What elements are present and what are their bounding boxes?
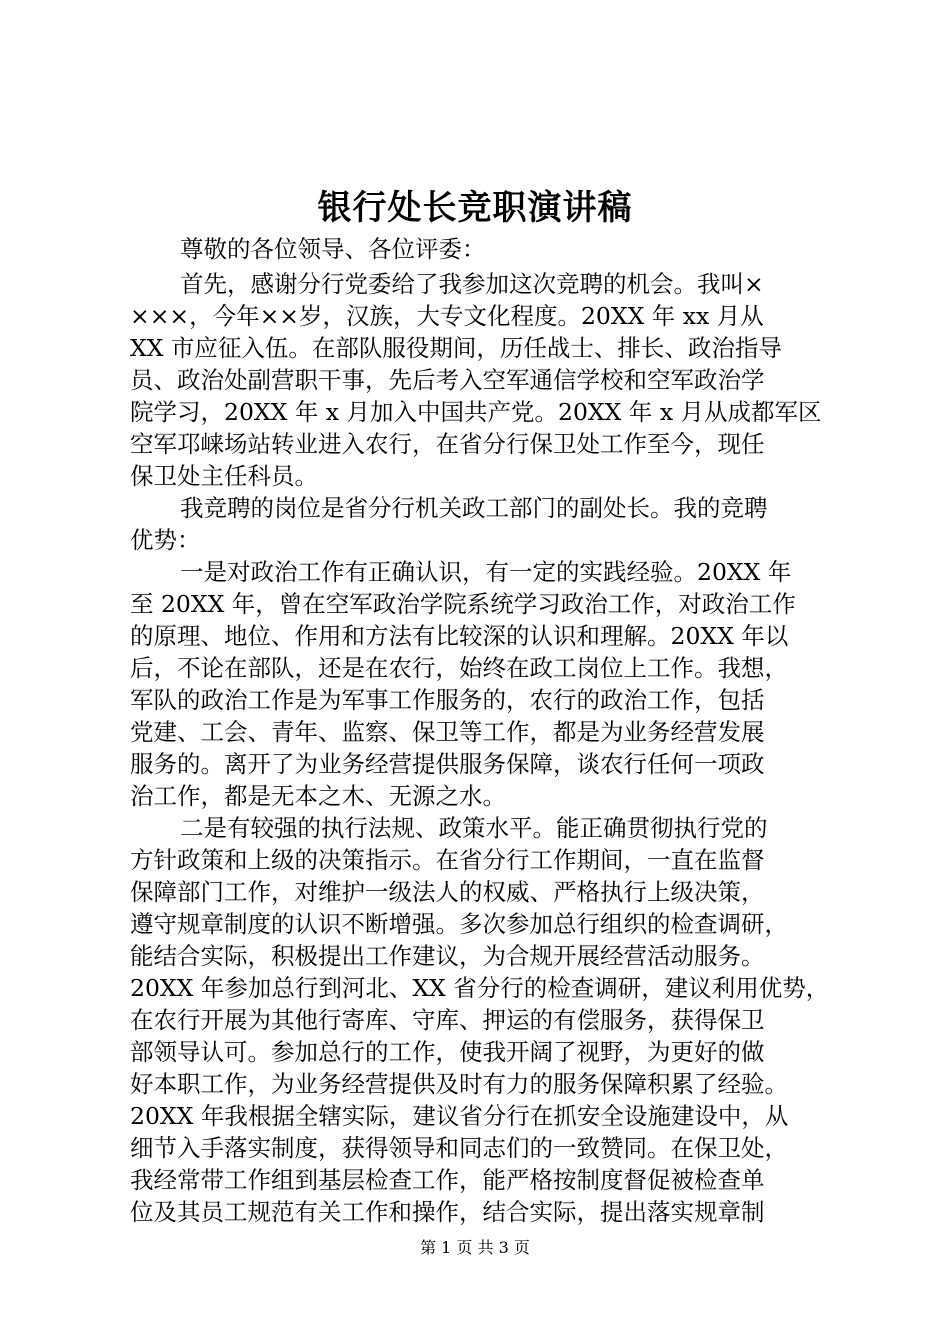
- page-footer: 第 1 页 共 3 页: [420, 1238, 530, 1257]
- text-line: ×××，今年××岁，汉族，大专文化程度。20XX 年 xx 月从: [130, 302, 764, 330]
- text-line: 在农行开展为其他行寄库、守库、押运的有偿服务，获得保卫: [130, 1006, 765, 1034]
- text-line: XX 市应征入伍。在部队服役期间，历任战士、排长、政治指导: [130, 334, 782, 362]
- text-line: 空军邛崃场站转业进入农行，在省分行保卫处工作至今，现任: [130, 430, 765, 458]
- text-line: 院学习，20XX 年 x 月加入中国共产党。20XX 年 x 月从成都军区: [130, 398, 822, 426]
- text-line: 后，不论在部队，还是在农行，始终在政工岗位上工作。我想，: [130, 654, 788, 682]
- text-line: 至 20XX 年，曾在空军政治学院系统学习政治工作，对政治工作: [130, 590, 796, 618]
- text-line: 部领导认可。参加总行的工作，使我开阔了视野，为更好的做: [130, 1038, 765, 1066]
- text-line: 员、政治处副营职干事，先后考入空军通信学校和空军政治学: [130, 366, 765, 394]
- text-line: 保卫处主任科员。: [130, 462, 318, 490]
- text-line: 20XX 年参加总行到河北、XX 省分行的检查调研，建议利用优势，: [130, 974, 830, 1002]
- text-line: 能结合实际，积极提出工作建议，为合规开展经营活动服务。: [130, 942, 765, 970]
- text-line: 保障部门工作，对维护一级法人的权威、严格执行上级决策，: [130, 878, 765, 906]
- text-line: 的原理、地位、作用和方法有比较深的认识和理解。20XX 年以: [130, 622, 789, 650]
- text-line: 优势：: [130, 526, 201, 554]
- text-line: 细节入手落实制度，获得领导和同志们的一致赞同。在保卫处，: [130, 1134, 788, 1162]
- text-line: 尊敬的各位领导、各位评委：: [180, 235, 486, 263]
- text-line: 20XX 年我根据全辖实际，建议省分行在抓安全设施建设中，从: [130, 1102, 789, 1130]
- text-line: 一是对政治工作有正确认识，有一定的实践经验。20XX 年: [180, 558, 792, 586]
- text-line: 军队的政治工作是为军事工作服务的，农行的政治工作，包括: [130, 686, 765, 714]
- text-line: 党建、工会、青年、监察、保卫等工作，都是为业务经营发展: [130, 718, 765, 746]
- text-line: 我竞聘的岗位是省分行机关政工部门的副处长。我的竞聘: [180, 494, 768, 522]
- text-line: 方针政策和上级的决策指示。在省分行工作期间，一直在监督: [130, 846, 765, 874]
- text-line: 我经常带工作组到基层检查工作，能严格按制度督促被检查单: [130, 1166, 765, 1194]
- text-line: 首先，感谢分行党委给了我参加这次竞聘的机会。我叫×: [180, 270, 764, 298]
- text-line: 位及其员工规范有关工作和操作，结合实际，提出落实规章制: [130, 1198, 765, 1226]
- text-line: 治工作，都是无本之木、无源之水。: [130, 782, 506, 810]
- text-line: 服务的。离开了为业务经营提供服务保障，谈农行任何一项政: [130, 750, 765, 778]
- page-title: 银行处长竞职演讲稿: [317, 188, 633, 228]
- text-line: 遵守规章制度的认识不断增强。多次参加总行组织的检查调研，: [130, 910, 788, 938]
- text-line: 二是有较强的执行法规、政策水平。能正确贯彻执行党的: [180, 814, 768, 842]
- text-line: 好本职工作，为业务经营提供及时有力的服务保障积累了经验。: [130, 1070, 788, 1098]
